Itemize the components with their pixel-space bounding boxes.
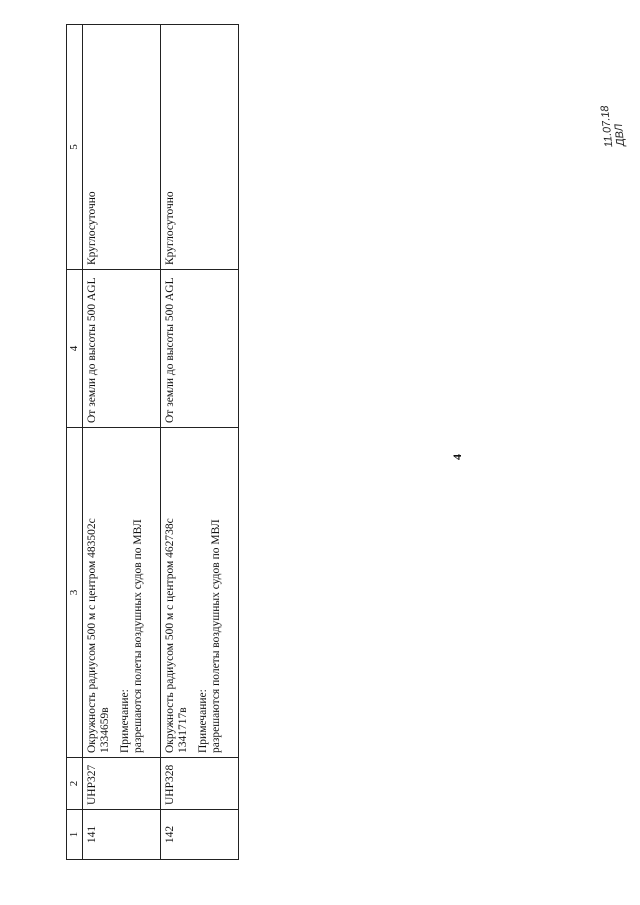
header-col-3: 3 bbox=[67, 428, 83, 758]
zone-code: UHP327 bbox=[83, 758, 161, 810]
table-row bbox=[161, 25, 239, 860]
description-line: 1341717в bbox=[177, 707, 189, 753]
zone-description bbox=[83, 428, 161, 758]
airspace-table bbox=[66, 24, 239, 860]
page-number: 4 bbox=[450, 454, 464, 460]
row-number: 141 bbox=[83, 810, 161, 860]
header-col-5: 5 bbox=[67, 25, 83, 270]
note-label: Примечание: bbox=[197, 689, 209, 753]
description-line: Окружность радиусом 500 м с центром 462738с bbox=[164, 518, 176, 753]
zone-description bbox=[161, 428, 239, 758]
header-col-1: 1 bbox=[67, 810, 83, 860]
header-col-4: 4 bbox=[67, 270, 83, 428]
annotation-date: 11.07.18 bbox=[598, 104, 616, 148]
handwritten-annotation bbox=[593, 46, 627, 148]
note-text: разрешаются полеты воздушных судов по МВЛ bbox=[132, 519, 144, 753]
description-line: Окружность радиусом 500 м с центром 483502с bbox=[86, 518, 98, 753]
zone-code: UHP328 bbox=[161, 758, 239, 810]
header-col-2: 2 bbox=[67, 758, 83, 810]
note-label: Примечание: bbox=[119, 689, 131, 753]
row-number: 142 bbox=[161, 810, 239, 860]
description-line: 1334659в bbox=[99, 707, 111, 753]
altitude-limit: От земли до высоты 500 AGL bbox=[161, 270, 239, 428]
operating-time: Круглосуточно bbox=[83, 25, 161, 270]
header-row bbox=[67, 25, 83, 860]
note-text: разрешаются полеты воздушных судов по МВЛ bbox=[210, 519, 222, 753]
table-row bbox=[83, 25, 161, 860]
operating-time: Круглосуточно bbox=[161, 25, 239, 270]
altitude-limit: От земли до высоты 500 AGL bbox=[83, 270, 161, 428]
annotation-initials: ДВЛ bbox=[612, 123, 628, 147]
